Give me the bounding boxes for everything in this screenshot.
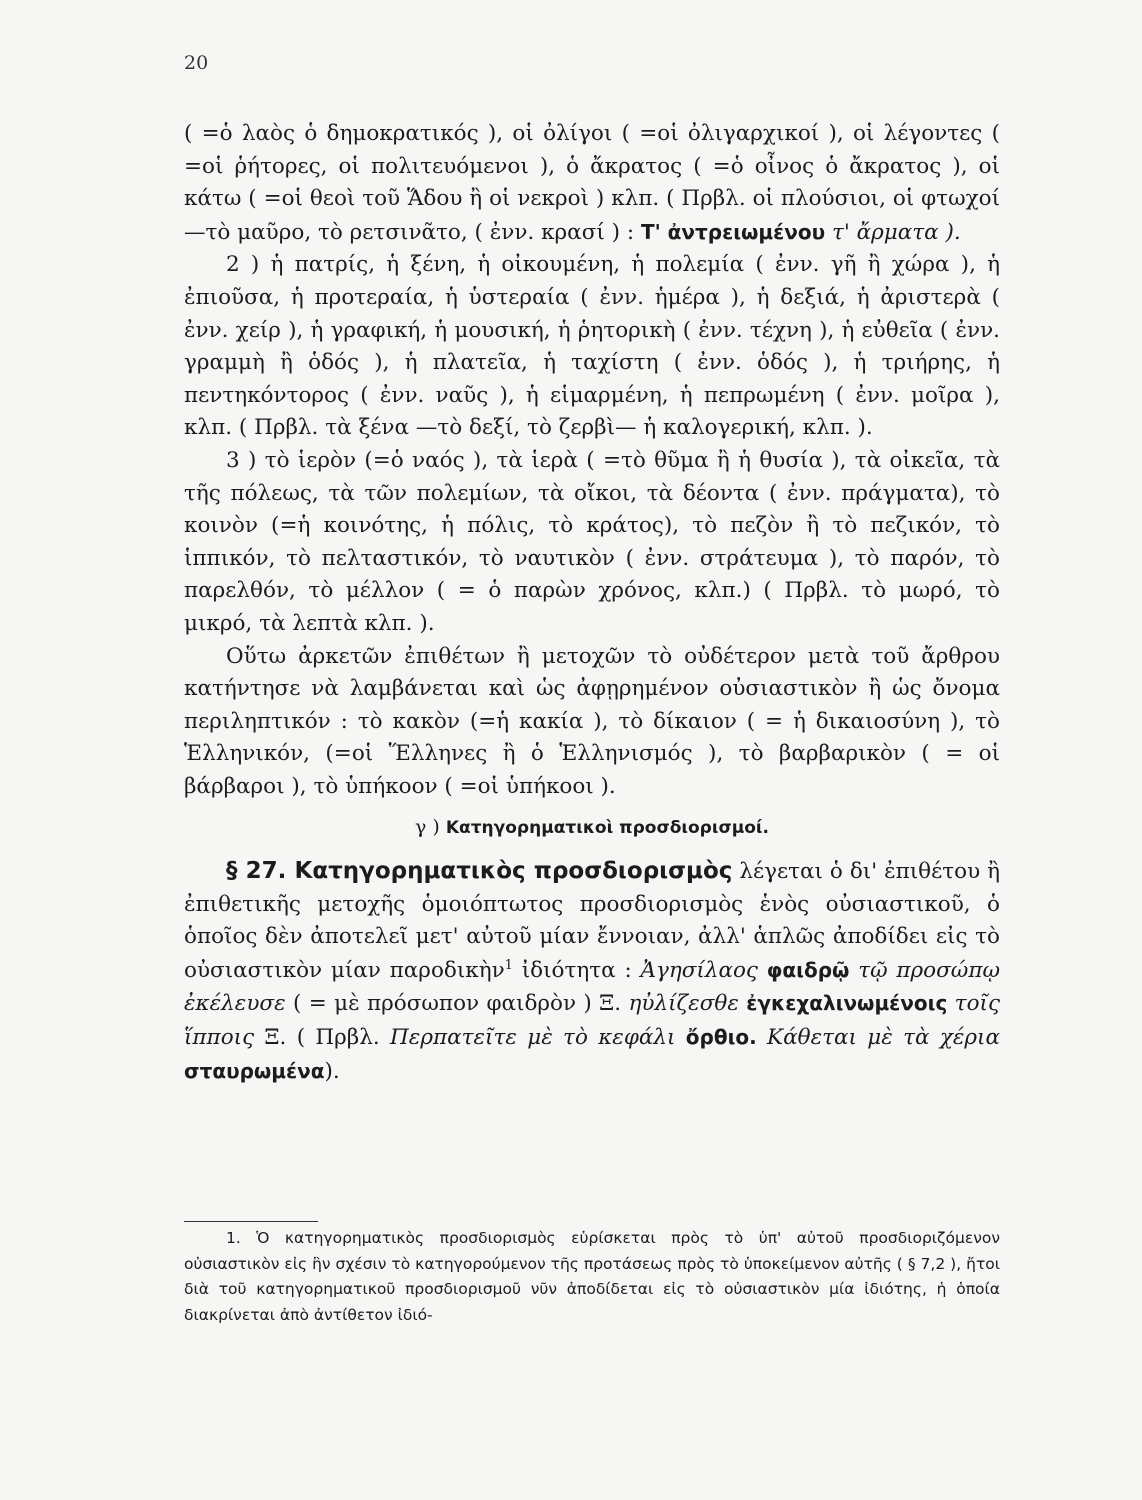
bold-term: ἐγκεχαλινωμένοις [746,991,948,1016]
bold-term: φαιδρῷ [766,957,850,982]
text-run: λέγεται ὁ δι' ἐπιθέτου ἢ ἐπιθετικῆς μετοχῆς ὁμοιόπτωτος προσδιορισμὸς ἑνὸς οὐσιαστικοῦ, ὁ ὁποῖος δὲν ἀποτελεῖ μετ' αὐτοῦ μίαν ἔννοιαν, ἀλλ' ἁπλῶς ἀποδίδει εἰς τὸ οὐσιαστικὸν μίαν παροδικὴν [184,859,1000,983]
paragraph-2: 2 ) ἡ πατρίς, ἡ ξένη, ἡ οἰκουμένη, ἡ πολεμία ( ἐνν. γῆ ἢ χώρα ), ἡ ἐπιοῦσα, ἡ προτεραία, ἡ ὑστεραία ( ἐνν. ἡμέρα ), ἡ δεξιά, ἡ ἀριστερὰ ( ἐνν. χείρ ), ἡ γραφική, ἡ μουσική, ἡ ῥητορικὴ ( ἐνν. τέχνη ), ἡ εὐθεῖα ( ἐνν. γραμμὴ ἢ ὁδός ), ἡ πλατεῖα, ἡ ταχίστη ( ἐνν. ὁδός ), ἡ τριήρης, ἡ πεντηκόντορος ( ἐνν. ναῦς ), ἡ εἱμαρμένη, ἡ πεπρωμένη ( ἐνν. μοῖρα ), κλπ. ( Πρβλ. τὰ ξένα —τὸ δεξί, τὸ ζερβὶ— ἡ καλογερική, κλπ. ). [184,252,1000,441]
text-run: Ξ. ( Πρβλ. [254,1025,391,1051]
paragraph-5 [184,855,1000,1088]
italic-term: τ' ἄρματα ). [825,219,961,245]
paragraph-4: Οὕτω ἀρκετῶν ἐπιθέτων ἢ μετοχῶν τὸ οὐδέτερον μετὰ τοῦ ἄρθρου κατήντησε νὰ λαμβάνεται καὶ ὡς ἀφῃρημένον οὐσιαστικὸν ἢ ὡς ὄνομα περιληπτικόν : τὸ κακὸν (=ἡ κακία ), τὸ δίκαιον ( = ἡ δικαιοσύνη ), τὸ Ἑλληνικόν, (=οἱ Ἕλληνες ἢ ὁ Ἑλληνισμός ), τὸ βαρβαρικὸν ( = οἱ βάρβαροι ), τὸ ὑπήκοον ( =οἱ ὑπήκοοι ). [184,643,1000,799]
subheading [184,811,1000,845]
footnote-marker: 1 [504,957,513,973]
footnote-rule [184,1221,318,1222]
italic-term: Περπατεῖτε μὲ τὸ κεφάλι [390,1025,686,1051]
text-run: ). [324,1058,340,1084]
text-run: ἰδιότητα : [512,957,641,983]
section-heading: § 27. Κατηγορηματικὸς προσδιορισμὸς [226,858,733,885]
footnote-text: 1. Ὁ κατηγορηματικὸς προσδιορισμὸς εὑρίσκεται πρὸς τὸ ὑπ' αὐτοῦ προσδιοριζόμενον οὐσιαστικὸν εἰς ἣν σχέσιν τὸ κατηγορούμενον τῆς προτάσεως πρὸς τὸ ὑποκείμενον αὐτῆς ( § 7,2 ), ἤτοι διὰ τοῦ κατηγορηματικοῦ προσδιορισμοῦ νῦν ἀποδίδεται εἰς τὸ οὐσιαστικὸν μία ἰδιότης, ἡ ὁποία διακρίνεται ἀπὸ ἀντίθετον ἰδιό- [184,1229,1000,1324]
text-run: ( = μὲ πρόσωπον φαιδρὸν ) Ξ. [285,991,629,1017]
bold-term: Τ' ἀντρειωμένου [640,219,826,244]
main-text [184,118,1000,1088]
page-number: 20 [184,52,209,74]
italic-term: Κάθεται μὲ τὰ χέρια [756,1025,1000,1051]
paragraph-1 [184,118,1000,249]
italic-term: Ἀγησίλαος [640,957,767,983]
italic-term: ηὐλίζεσθε [628,991,747,1017]
bold-term: σταυρωμένα [184,1058,325,1083]
text-run: ( =ὁ λαὸς ὁ δημοκρατικός ), οἱ ὀλίγοι ( =οἱ ὀλιγαρχικοί ), οἱ λέγοντες ( =οἱ ῥήτορες, οἱ πολιτευόμενοι ), ὁ ἄκρατος ( =ὁ οἶνος ὁ ἄκρατος ), οἱ κάτω ( =οἱ θεοὶ τοῦ Ἅδου ἢ οἱ νεκροὶ ) κλπ. ( Πρβλ. οἱ πλούσιοι, οἱ φτωχοί—τὸ μαῦρο, τὸ ρετσινᾶτο, ( ἐνν. κρασί ) : [184,121,1000,245]
footnote [184,1226,1000,1328]
subheading-mark: γ ) [415,816,440,839]
bold-term: ὄρθιο. [685,1025,757,1050]
subheading-title: Κατηγορηματικοὶ προσδιορισμοί. [445,818,769,839]
paragraph-3: 3 ) τὸ ἱερὸν (=ὁ ναός ), τὰ ἱερὰ ( =τὸ θῦμα ἢ ἡ θυσία ), τὰ οἰκεῖα, τὰ τῆς πόλεως, τὰ τῶν πολεμίων, τὰ οἴκοι, τὰ δέοντα ( ἐνν. πράγματα), τὸ κοινὸν (=ἡ κοινότης, ἡ πόλις, τὸ κράτος), τὸ πεζὸν ἢ τὸ πεζικόν, τὸ ἱππικόν, τὸ πελταστικόν, τὸ ναυτικὸν ( ἐνν. στράτευμα ), τὸ παρόν, τὸ παρελθόν, τὸ μέλλον ( = ὁ παρὼν χρόνος, κλπ.) ( Πρβλ. τὸ μωρό, τὸ μικρό, τὰ λεπτὰ κλπ. ). [184,447,1000,636]
italic-term: τῷ προσώπῳ ἐκέλευσε [184,957,1000,1017]
italic-term: τοῖς ἵπποις [184,991,1000,1051]
